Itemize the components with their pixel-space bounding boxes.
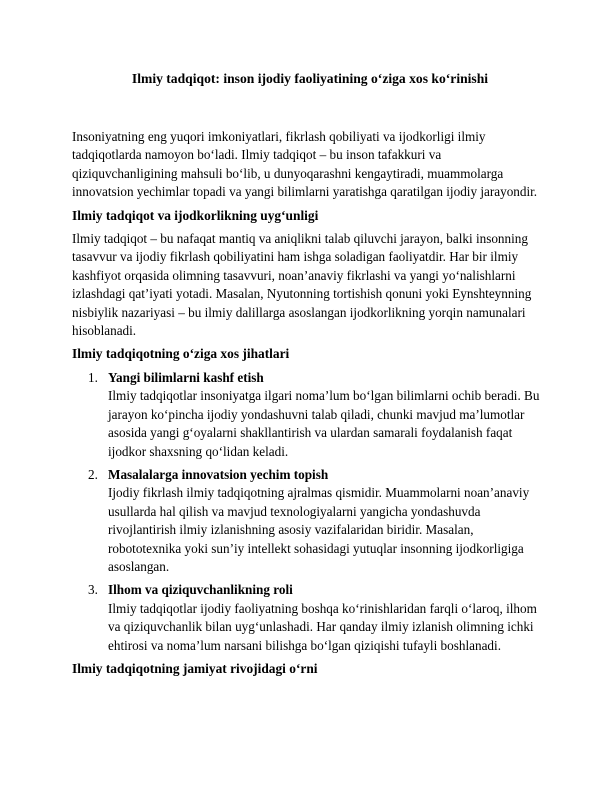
section-paragraph-harmony: Ilmiy tadqiqot – bu nafaqat mantiq va aniqlikni talab qiluvchi jarayon, balki insonning tasavvur va ijodiy fikrlash qobiliyatini ham ishga soladigan faoliyatdir. Har bir ilmiy kashfiyot orqasida olimning tasavvuri, noan’anaviy fikrlashi va yangi yo‘nalishlarni izlashdagi qat’iyati yotadi. Masalan, Nyutonning tortishish qonuni yoki Eynshteynning nisbiylik nazariyasi – bu ilmiy dalillarga asoslangan ijodkorlikning yorqin namunalari hisoblanadi. [72,231,532,339]
list-item-number: 1. [88,369,98,385]
list-item [72,581,548,655]
list-item-title: Masalalarga innovatsion yechim topish [108,466,329,482]
list-item-text: Ilmiy tadqiqotlar ijodiy faoliyatning boshqa ko‘rinishlaridan farqli o‘laroq, ilhom va qiziquvchanlik bilan uyg‘unlashadi. Har qanday ilmiy izlanish olimning ichki ehtirosi va noma’lum narsani bilishga bo‘lgan qiziqishi tufayli boshlanadi. [108,600,537,653]
document-title: Ilmiy tadqiqot: inson ijodiy faoliyatining o‘ziga xos ko‘rinishi [131,71,489,86]
section-heading-harmony: Ilmiy tadqiqot va ijodkorlikning uyg‘unligi [72,207,319,223]
features-list [72,369,548,655]
list-item [72,466,548,576]
list-item-text: Ijodiy fikrlash ilmiy tadqiqotning ajralmas qismidir. Muammolarni noan’anaviy usullarda hal qilish va mavjud texnologiyalarni yangicha yondashuvda rivojlantirish ilmiy izlanishning asosiy vazifalaridan biridir. Masalan, robototexnika yoki sun’iy intellekt sohasidagi yutuqlar insonning ijodkorligiga asoslangan. [108,485,530,574]
list-item-title: Yangi bilimlarni kashf etish [108,369,264,385]
list-item-text: Ilmiy tadqiqotlar insoniyatga ilgari noma’lum bo‘lgan bilimlarni ochib beradi. Bu jarayon ko‘pincha ijodiy yondashuvni talab qiladi, chunki mavjud ma’lumotlar asosida yangi g‘oyalarni shakllantirish va ulardan samarali foydalanish faqat ijodkor shaxsning qo‘lidan keladi. [108,388,540,459]
list-item-title: Ilhom va qiziquvchanlikning roli [108,582,293,598]
section-heading-features: Ilmiy tadqiqotning o‘ziga xos jihatlari [72,346,290,362]
document-page [72,70,548,683]
intro-paragraph: Insoniyatning eng yuqori imkoniyatlari, fikrlash qobiliyati va ijodkorligi ilmiy tadqiqotlarda namoyon bo‘ladi. Ilmiy tadqiqot – bu inson tafakkuri va qiziquvchanligining mahsuli bo‘lib, u dunyoqarashni kengaytiradi, muammolarga innovatsion yechimlar topadi va yangi bilimlarni yaratishga qaratilgan ijodiy jarayondir. [72,129,538,200]
section-heading-society: Ilmiy tadqiqotning jamiyat rivojidagi o‘rni [72,660,318,676]
list-item-number: 3. [88,582,98,598]
list-item [72,369,548,461]
list-item-number: 2. [88,466,98,482]
